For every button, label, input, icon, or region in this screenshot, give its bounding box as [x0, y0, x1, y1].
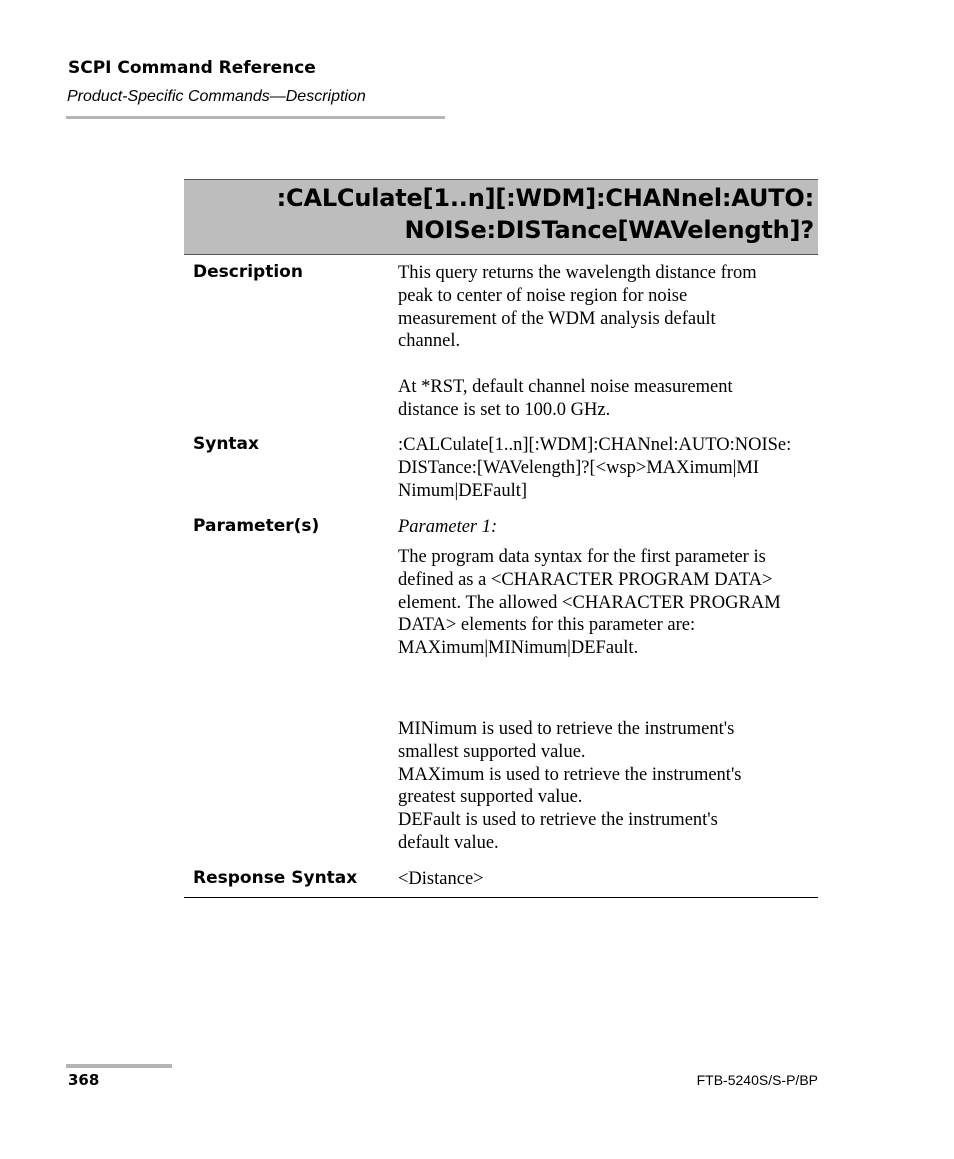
response-syntax-value: <Distance> [398, 869, 484, 889]
parameter-line: DATA> elements for this parameter are: [398, 615, 696, 636]
command-title-line-2: NOISe:DISTance[WAVelength]? [404, 216, 814, 244]
command-title-line-1: :CALCulate[1..n][:WDM]:CHANnel:AUTO: [276, 184, 814, 212]
syntax-line: DISTance:[WAVelength]?[<wsp>MAXimum|MI [398, 457, 760, 478]
parameter-line: DEFault is used to retrieve the instrument's [398, 810, 718, 831]
description-text [398, 262, 818, 422]
table-bottom-rule [184, 897, 818, 898]
description-line: peak to center of noise region for noise [398, 285, 688, 306]
header-divider [66, 116, 445, 119]
description-line: This query returns the wavelength distance from [398, 263, 757, 283]
description-line: channel. [398, 331, 461, 352]
response-syntax-label: Response Syntax [193, 868, 358, 888]
description-line: distance is set to 100.0 GHz. [398, 399, 611, 420]
parameter-line: MINimum is used to retrieve the instrument's [398, 719, 735, 739]
parameter-1-text [398, 546, 818, 660]
syntax-line: :CALCulate[1..n][:WDM]:CHANnel:AUTO:NOISe: [398, 435, 792, 455]
parameter-1-title: Parameter 1: [398, 517, 498, 537]
description-label: Description [193, 262, 303, 282]
footer-divider [66, 1064, 172, 1068]
parameter-line: smallest supported value. [398, 741, 586, 762]
parameter-line: MAXimum|MINimum|DEFault. [398, 638, 639, 659]
parameter-line: default value. [398, 832, 499, 853]
page-header-title: SCPI Command Reference [68, 58, 316, 78]
parameter-line: The program data syntax for the first parameter is [398, 547, 766, 567]
parameter-values-text [398, 718, 818, 855]
syntax-text [398, 434, 818, 502]
parameter-line: MAXimum is used to retrieve the instrument's [398, 764, 742, 785]
description-line: measurement of the WDM analysis default [398, 308, 716, 329]
parameter-line: element. The allowed <CHARACTER PROGRAM [398, 592, 781, 613]
parameter-line: defined as a <CHARACTER PROGRAM DATA> [398, 569, 773, 590]
parameter-line: greatest supported value. [398, 787, 583, 808]
description-line: At *RST, default channel noise measurement [398, 376, 733, 397]
syntax-label: Syntax [193, 434, 259, 454]
command-title-box [184, 179, 818, 255]
page-number: 368 [68, 1071, 100, 1089]
product-name: FTB-5240S/S-P/BP [696, 1072, 818, 1088]
page-header-subtitle: Product-Specific Commands—Description [67, 88, 366, 105]
syntax-line: Nimum|DEFault] [398, 480, 528, 501]
parameters-label: Parameter(s) [193, 516, 320, 536]
